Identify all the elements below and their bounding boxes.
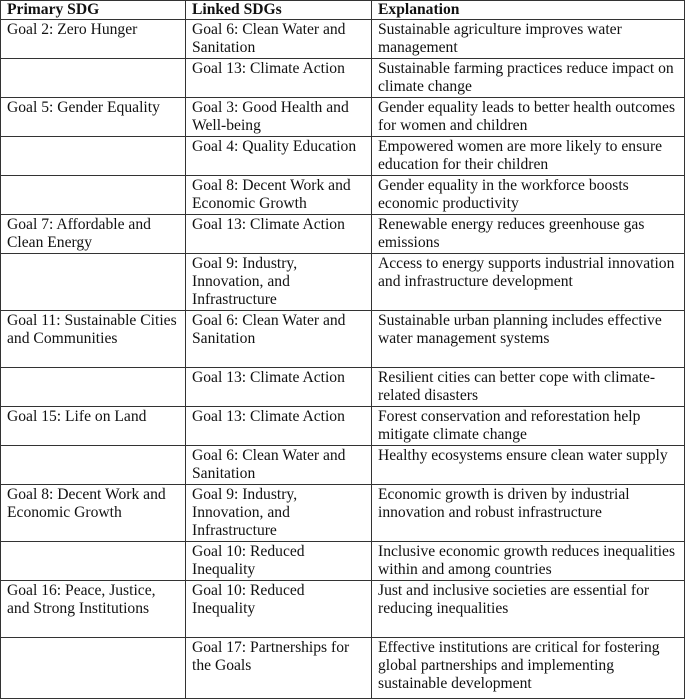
primary-sdg-cell: [1, 59, 186, 98]
explanation-cell: Forest conservation and reforestation help mitigate climate change: [372, 407, 685, 446]
explanation-cell: Resilient cities can better cope with climate-related disasters: [372, 368, 685, 407]
linked-sdg-cell: Goal 13: Climate Action: [186, 407, 372, 446]
primary-sdg-cell: Goal 16: Peace, Justice, and Strong Institutions: [1, 581, 186, 638]
linked-sdg-cell: Goal 8: Decent Work and Economic Growth: [186, 176, 372, 215]
linked-sdg-cell: Goal 10: Reduced Inequality: [186, 581, 372, 638]
table-row: [1, 176, 685, 215]
linked-sdg-cell: Goal 13: Climate Action: [186, 368, 372, 407]
explanation-cell: Gender equality leads to better health outcomes for women and children: [372, 98, 685, 137]
primary-sdg-cell: Goal 15: Life on Land: [1, 407, 186, 446]
table-row: [1, 368, 685, 407]
table-row: [1, 20, 685, 59]
primary-sdg-cell: Goal 11: Sustainable Cities and Communities: [1, 311, 186, 368]
explanation-cell: Renewable energy reduces greenhouse gas emissions: [372, 215, 685, 254]
primary-sdg-cell: [1, 638, 186, 699]
explanation-cell: Effective institutions are critical for fostering global partnerships and implementing sustainable development: [372, 638, 685, 699]
table-row: [1, 59, 685, 98]
primary-sdg-cell: Goal 2: Zero Hunger: [1, 20, 186, 59]
table-row: [1, 98, 685, 137]
table-row: [1, 254, 685, 311]
explanation-cell: Access to energy supports industrial innovation and infrastructure development: [372, 254, 685, 311]
primary-sdg-cell: Goal 8: Decent Work and Economic Growth: [1, 485, 186, 542]
linked-sdg-cell: Goal 17: Partnerships for the Goals: [186, 638, 372, 699]
linked-sdg-cell: Goal 4: Quality Education: [186, 137, 372, 176]
primary-sdg-cell: [1, 137, 186, 176]
linked-sdg-cell: Goal 9: Industry, Innovation, and Infrastructure: [186, 485, 372, 542]
primary-sdg-cell: Goal 7: Affordable and Clean Energy: [1, 215, 186, 254]
table-row: [1, 542, 685, 581]
linked-sdg-cell: Goal 13: Climate Action: [186, 215, 372, 254]
table-row: [1, 407, 685, 446]
linked-sdg-cell: Goal 10: Reduced Inequality: [186, 542, 372, 581]
table-row: [1, 311, 685, 368]
table-row: [1, 638, 685, 699]
table-row: [1, 446, 685, 485]
header-linked-sdgs: Linked SDGs: [186, 1, 372, 20]
header-primary-sdg: Primary SDG: [1, 1, 186, 20]
table-row: [1, 581, 685, 638]
linked-sdg-cell: Goal 9: Industry, Innovation, and Infrastructure: [186, 254, 372, 311]
primary-sdg-cell: [1, 368, 186, 407]
explanation-cell: Empowered women are more likely to ensure education for their children: [372, 137, 685, 176]
explanation-cell: Just and inclusive societies are essential for reducing inequalities: [372, 581, 685, 638]
explanation-cell: Healthy ecosystems ensure clean water supply: [372, 446, 685, 485]
table-row: [1, 137, 685, 176]
table-row: [1, 485, 685, 542]
linked-sdg-cell: Goal 6: Clean Water and Sanitation: [186, 20, 372, 59]
header-row: [1, 1, 685, 20]
header-explanation: Explanation: [372, 1, 685, 20]
linked-sdg-cell: Goal 6: Clean Water and Sanitation: [186, 311, 372, 368]
primary-sdg-cell: [1, 254, 186, 311]
linked-sdg-cell: Goal 3: Good Health and Well-being: [186, 98, 372, 137]
explanation-cell: Sustainable farming practices reduce impact on climate change: [372, 59, 685, 98]
linked-sdg-cell: Goal 6: Clean Water and Sanitation: [186, 446, 372, 485]
primary-sdg-cell: [1, 176, 186, 215]
linked-sdg-cell: Goal 13: Climate Action: [186, 59, 372, 98]
table-row: [1, 215, 685, 254]
explanation-cell: Economic growth is driven by industrial innovation and robust infrastructure: [372, 485, 685, 542]
explanation-cell: Gender equality in the workforce boosts economic productivity: [372, 176, 685, 215]
explanation-cell: Inclusive economic growth reduces inequalities within and among countries: [372, 542, 685, 581]
primary-sdg-cell: [1, 542, 186, 581]
explanation-cell: Sustainable urban planning includes effective water management systems: [372, 311, 685, 368]
explanation-cell: Sustainable agriculture improves water management: [372, 20, 685, 59]
primary-sdg-cell: [1, 446, 186, 485]
primary-sdg-cell: Goal 5: Gender Equality: [1, 98, 186, 137]
